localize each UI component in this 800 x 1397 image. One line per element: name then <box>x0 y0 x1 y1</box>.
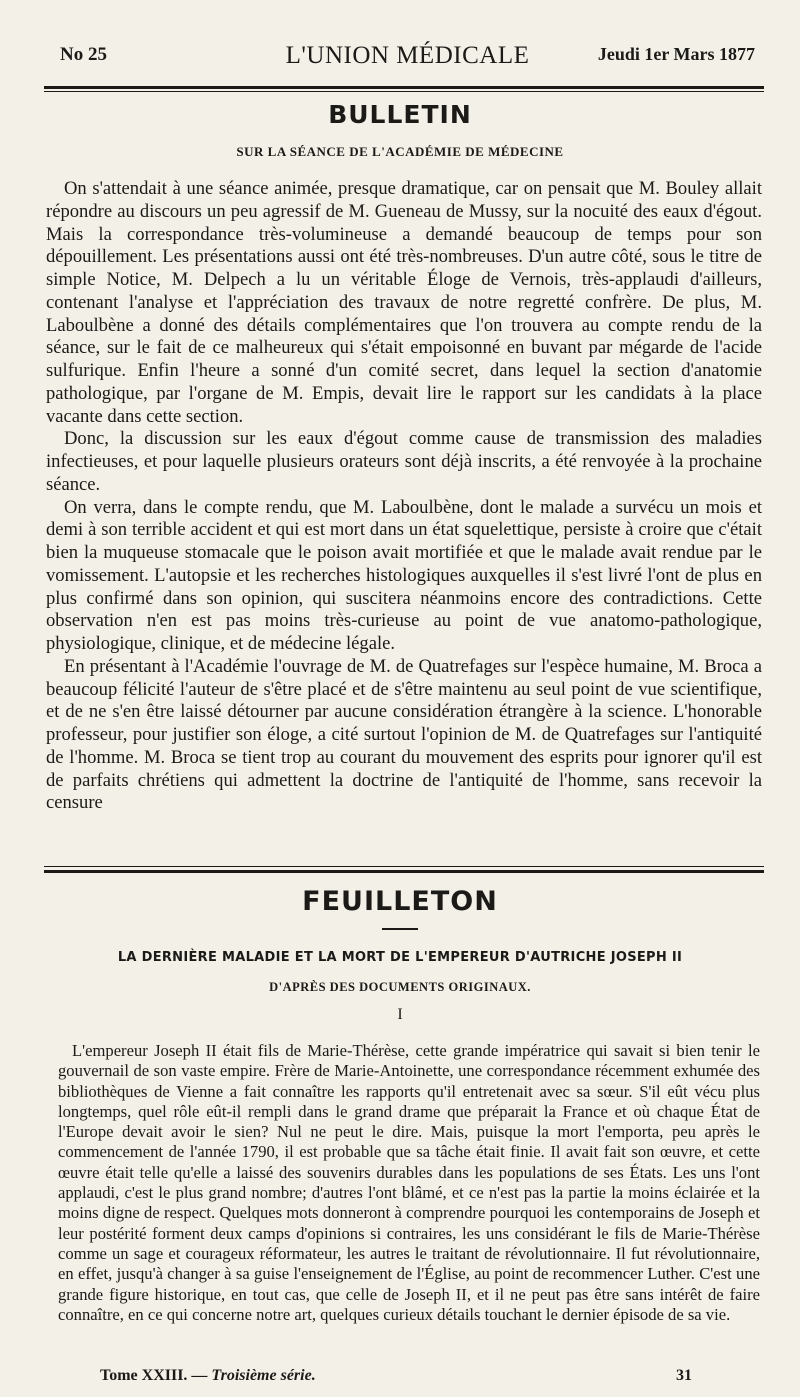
footer-series: Troisième série. <box>211 1367 316 1384</box>
feuilleton-title: FEUILLETON <box>302 886 498 917</box>
journal-title: L'UNION MÉDICALE <box>285 42 530 69</box>
feuilleton-subheading: D'APRÈS DES DOCUMENTS ORIGINAUX. <box>269 980 531 994</box>
bulletin-paragraph: On s'attendait à une séance animée, presque dramatique, car on pensait que M. Bouley allait répondre au discours un peu agressif de M. Gueneau de Mussy, sur la nocuité des eaux d'égout. Mais la correspondance très-volumineuse a demandé beaucoup de temps pour son dépouillement. Les présentations aussi ont été très-nombreuses. D'un autre côté, sous le titre de simple Notice, M. Delpech a lu un véritable Éloge de Vernois, très-applaudi d'ailleurs, contenant l'analyse et l'appréciation des travaux de notre regretté confrère. De plus, M. Laboulbène a donné des détails complémentaires que l'on trouvera au compte rendu de la séance, sur le fait de ce malheureux qui s'était empoisonné en buvant par mégarde de l'acide sulfurique. Enfin l'heure a sonné d'un comité secret, dans lequel la section d'anatomie pathologique, par l'organe de M. Empis, devait lire le rapport sur les candidats à la place vacante dans cette section. <box>46 178 762 427</box>
bulletin-body <box>46 178 762 815</box>
issue-date: Jeudi 1er Mars 1877 <box>597 44 755 64</box>
bulletin-subtitle: SUR LA SÉANCE DE L'ACADÉMIE DE MÉDECINE <box>236 144 564 159</box>
footer-tome: Tome XXIII. — <box>100 1367 208 1384</box>
feuilleton-section-number: I <box>397 1006 403 1023</box>
header-rule-thin <box>44 91 764 92</box>
feuilleton-rule-top <box>44 866 764 867</box>
bulletin-paragraph: Donc, la discussion sur les eaux d'égout comme cause de transmission des maladies infectieuses, et pour laquelle plusieurs orateurs sont déjà inscrits, a été renvoyée à la prochaine séance. <box>46 428 762 495</box>
page-number: 31 <box>676 1367 692 1384</box>
feuilleton-heading: LA DERNIÈRE MALADIE ET LA MORT DE L'EMPEREUR D'AUTRICHE JOSEPH II <box>117 950 683 965</box>
feuilleton-rule <box>44 870 764 873</box>
footer-volume <box>100 1367 316 1385</box>
feuilleton-dash <box>382 928 418 930</box>
issue-number: No 25 <box>60 44 107 65</box>
bulletin-title: BULLETIN <box>328 100 472 129</box>
bulletin-paragraph: On verra, dans le compte rendu, que M. Laboulbène, dont le malade a survécu un mois et demi à son terrible accident et qui est mort dans un état squelettique, persiste à croire que c'était bien la muqueuse stomacale que le poison avait mortifiée et que le malade avait rendue par le vomissement. L'autopsie et les recherches histologiques auxquelles il s'est livré l'ont de plus en plus confirmé dans son opinion, qui suscitera néanmoins encore des contradictions. Cette observation n'en est pas moins très-curieuse au point de vue anatomo-pathologique, physiologique, clinique, et de médecine légale. <box>46 496 762 654</box>
feuilleton-paragraph: L'empereur Joseph II était fils de Marie-Thérèse, cette grande impératrice qui savait si bien tenir le gouvernail de son vaste empire. Frère de Marie-Antoinette, une correspondance récemment exhumée des bibliothèques de Vienne a fait connaître les rapports qu'il entretenait avec sa sœur. S'il eût vécu plus longtemps, quel rôle eût-il rempli dans le grand drame que préparait la France et où chaque État de l'Europe devait avoir le sien? Nul ne peut le dire. Mais, puisque la mort l'emporta, peu après le commencement de l'année 1790, il est probable que sa tâche était finie. Il avait fait son œuvre, et cette œuvre était telle qu'elle a laissé des souvenirs durables dans les populations de ses États. Les uns l'ont applaudi, c'est le plus grand nombre; d'autres l'ont blâmé, et ce n'est pas la partie la moins éclairée et la moins digne de respect. Quelques mots donneront à comprendre pourquoi les contemporains de Joseph et leur postérité forment deux camps d'opinions si contraires, les uns considérant le fils de Marie-Thérèse comme un sage et courageux réformateur, les autres le traitant de révolutionnaire. Il fut révolutionnaire, en effet, jusqu'à changer à sa guise l'enseignement de l'Église, au point de recommencer Luther. C'est une grande figure historique, en tout cas, que celle de Joseph II, et il ne peut pas être sans intérêt de faire connaître, en ce qui concerne notre art, quelques curieux détails touchant le dernier épisode de sa vie. <box>58 1041 760 1324</box>
page-header <box>60 44 755 80</box>
feuilleton-body <box>58 1041 760 1325</box>
header-rule <box>44 86 764 89</box>
bulletin-paragraph: En présentant à l'Académie l'ouvrage de M. de Quatrefages sur l'espèce humaine, M. Broca a beaucoup félicité l'auteur de s'être placé et de s'être maintenu au seul point de vue scientifique, et de ne s'en être laissé détourner par aucune considération étrangère à la science. L'honorable professeur, pour justifier son éloge, a cité surtout l'opinion de M. de Quatrefages sur l'antiquité de l'homme. M. Broca se tient trop au courant du mouvement des esprits pour ignorer qu'il est de parfaits chrétiens qui admettent la doctrine de l'antiquité de l'homme, sans recevoir la censure <box>46 655 762 814</box>
